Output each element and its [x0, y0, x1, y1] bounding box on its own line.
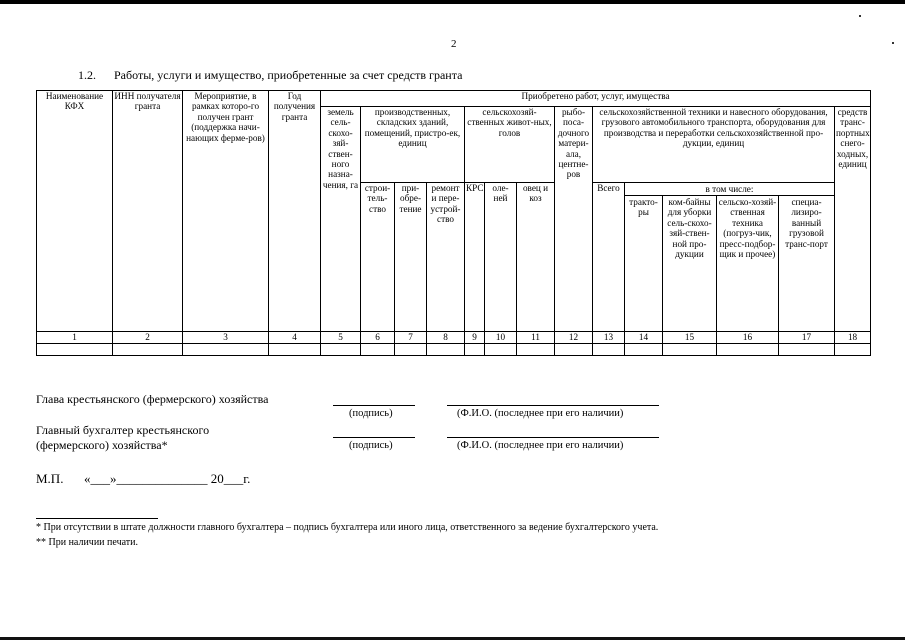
- table-cell[interactable]: [183, 344, 269, 356]
- table-cell[interactable]: [427, 344, 465, 356]
- table-cell[interactable]: [485, 344, 517, 356]
- col-header-krs: КРС: [465, 183, 485, 332]
- accountant-fio-line[interactable]: [447, 437, 659, 438]
- accountant-signature-line[interactable]: [333, 437, 415, 438]
- column-number: 15: [663, 332, 717, 344]
- head-label: Глава крестьянского (фермерского) хозяйства: [36, 392, 269, 406]
- col-header-transport: средств транс-портных снего-ходных, единиц: [835, 107, 871, 332]
- col-header-acquired: Приобретено работ, услуг, имущества: [321, 91, 871, 107]
- column-number: 18: [835, 332, 871, 344]
- date-line[interactable]: «___»______________ 20___г.: [84, 471, 251, 486]
- table-row: [37, 344, 871, 356]
- table-cell[interactable]: [395, 344, 427, 356]
- including-group: [625, 183, 835, 332]
- footnote-2: ** При наличии печати.: [36, 537, 138, 548]
- top-border: [0, 0, 905, 4]
- table-cell[interactable]: [269, 344, 321, 356]
- including-subcols: [625, 196, 834, 331]
- table-cell[interactable]: [717, 344, 779, 356]
- col-header-machinery: сельскохозяйственной техники и навесного оборудования, грузового автомобильного транспорта, оборудования для производства и переработки сельскохозяйственной про-дукции, единиц: [593, 107, 835, 183]
- column-number: 12: [555, 332, 593, 344]
- head-fio-caption: (Ф.И.О. (последнее при его наличии): [457, 408, 624, 419]
- col-header-land: земель сель-скохо-зяй-ствен-ного назна-чения, га: [321, 107, 361, 332]
- section-title: [78, 68, 462, 83]
- accountant-signature-caption: (подпись): [349, 440, 393, 451]
- column-number: 17: [779, 332, 835, 344]
- col-header-including: в том числе:: [625, 183, 834, 196]
- table-cell[interactable]: [37, 344, 113, 356]
- table-cell[interactable]: [113, 344, 183, 356]
- col-header-animals: сельскохозяй-ственных живот-ных, голов: [465, 107, 555, 183]
- table-cell[interactable]: [555, 344, 593, 356]
- col-header-event: Мероприятие, в рамках которо-го получен грант (поддержка начи-нающих ферме-ров): [183, 91, 269, 332]
- head-signature-line[interactable]: [333, 405, 415, 406]
- col-header-sheep: овец и коз: [517, 183, 555, 332]
- col-header-agri-machinery: сельско-хозяй-ственная техника (погруз-чик, пресс-подбор-щик и прочее): [717, 196, 779, 331]
- col-header-total: Всего: [593, 183, 625, 332]
- speck: [892, 42, 894, 44]
- table-cell[interactable]: [517, 344, 555, 356]
- accountant-fio-caption: (Ф.И.О. (последнее при его наличии): [457, 440, 624, 451]
- col-header-purchase: при-обре-тение: [395, 183, 427, 332]
- section-title-text: Работы, услуги и имущество, приобретенные за счет средств гранта: [114, 68, 463, 82]
- column-number: 2: [113, 332, 183, 344]
- column-number: 1: [37, 332, 113, 344]
- col-header-fish: рыбо-поса-дочного матери-ала, центне-ров: [555, 107, 593, 332]
- table-cell[interactable]: [321, 344, 361, 356]
- column-number: 3: [183, 332, 269, 344]
- section-number: 1.2.: [78, 68, 96, 82]
- column-number: 13: [593, 332, 625, 344]
- col-header-tractors: тракто-ры: [625, 196, 663, 331]
- table-cell[interactable]: [465, 344, 485, 356]
- col-header-buildings: производственных, складских зданий, помещений, пристро-ек, единиц: [361, 107, 465, 183]
- stamp-label: М.П.: [36, 471, 64, 486]
- table-cell[interactable]: [835, 344, 871, 356]
- column-number: 6: [361, 332, 395, 344]
- accountant-label-line1: Главный бухгалтер крестьянского: [36, 423, 210, 437]
- col-header-inn: ИНН получателя гранта: [113, 91, 183, 332]
- col-header-year: Год получения гранта: [269, 91, 321, 332]
- column-number: 11: [517, 332, 555, 344]
- column-number: 5: [321, 332, 361, 344]
- col-header-deer: оле-ней: [485, 183, 517, 332]
- table-cell[interactable]: [625, 344, 663, 356]
- column-number: 16: [717, 332, 779, 344]
- column-number: 8: [427, 332, 465, 344]
- column-number: 14: [625, 332, 663, 344]
- table-cell[interactable]: [779, 344, 835, 356]
- footnote-1: * При отсутствии в штате должности главного бухгалтера – подпись бухгалтера или иного лица, ответственного за ведение бухгалтерского учета.: [36, 522, 659, 533]
- footnote-separator: [36, 518, 158, 519]
- col-header-name: Наименование КФХ: [37, 91, 113, 332]
- grant-table: [36, 90, 871, 356]
- col-header-special-transport: специа-лизиро-ванный грузовой транс-порт: [785, 197, 828, 249]
- table-cell[interactable]: [593, 344, 625, 356]
- page-number: 2: [451, 38, 457, 50]
- speck: [859, 15, 861, 17]
- table-cell[interactable]: [663, 344, 717, 356]
- col-header-combines: ком-байны для уборки сель-скохо-зяй-ствен-ной про-дукции: [663, 196, 717, 331]
- col-header-repair: ремонт и пере-устрой-ство: [427, 183, 465, 332]
- head-signature-caption: (подпись): [349, 408, 393, 419]
- column-number: 10: [485, 332, 517, 344]
- col-header-construction: строи-тель-ство: [361, 183, 395, 332]
- column-number: 9: [465, 332, 485, 344]
- column-number: 4: [269, 332, 321, 344]
- table-cell[interactable]: [361, 344, 395, 356]
- accountant-label-line2: (фермерского) хозяйства*: [36, 438, 168, 452]
- head-fio-line[interactable]: [447, 405, 659, 406]
- column-number: 7: [395, 332, 427, 344]
- column-numbers-row: [37, 332, 871, 344]
